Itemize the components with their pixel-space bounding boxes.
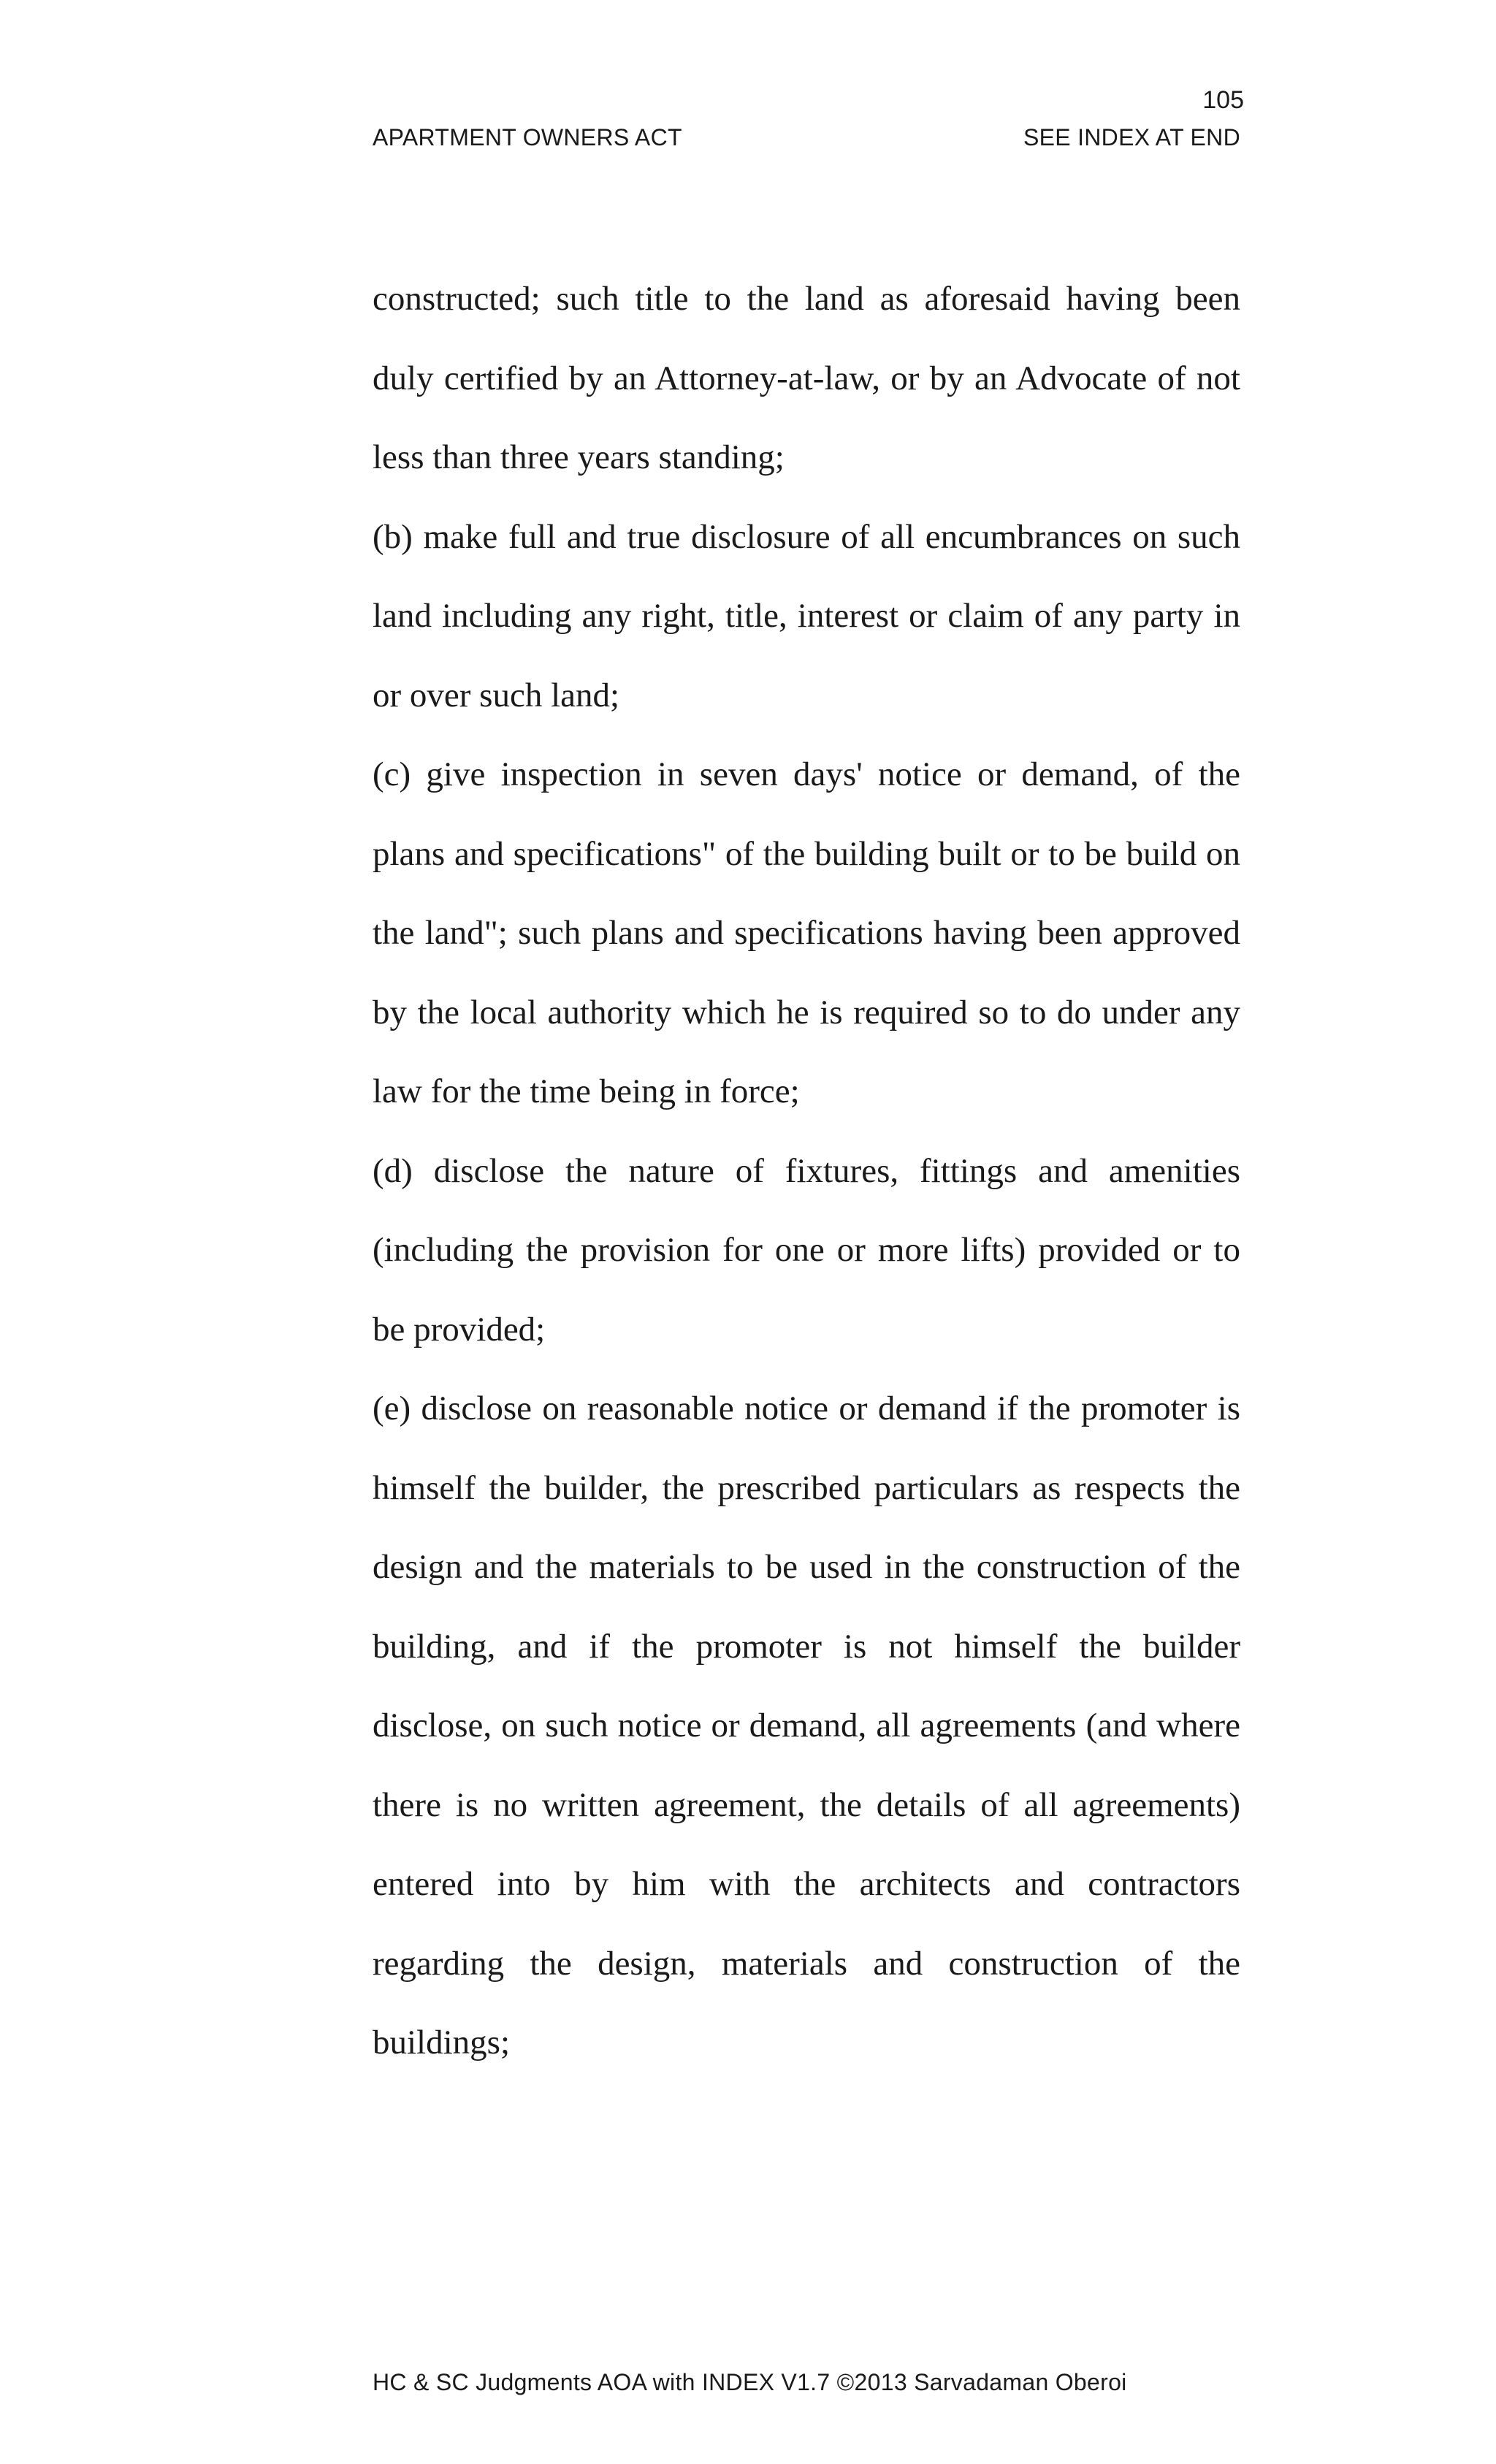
- paragraph-d-fixtures: (d) disclose the nature of fixtures, fittings and amenities (including the provision for one or more lifts) provided or to be provided;: [373, 1151, 1240, 1349]
- paragraph-c-inspection: (c) give inspection in seven days' notice or demand, of the plans and specifications" of the building built or to be build on the land"; such plans and specifications having been approved by the local authority which he is required so to do under any law for the time being in force;: [373, 755, 1240, 1110]
- page-number: 105: [1202, 86, 1244, 114]
- header-right-title: SEE INDEX AT END: [1023, 124, 1240, 150]
- paragraph-b-encumbrances: (b) make full and true disclosure of all encumbrances on such land including any right, title, interest or claim of any party in or over such land;: [373, 517, 1240, 714]
- header-left-title: APARTMENT OWNERS ACT: [373, 124, 682, 150]
- paragraph-title-certification: constructed; such title to the land as aforesaid having been duly certified by an Attorney-at-law, or by an Advocate of not less than three years standing;: [373, 280, 1240, 476]
- paragraph-e-design-materials: (e) disclose on reasonable notice or demand if the promoter is himself the builder, the prescribed particulars as respects the design and the materials to be used in the construction of the building, and if the promoter is not himself the builder disclose, on such notice or demand, all agreements (and where there is no written agreement, the details of all agreements) entered into by him with the architects and contractors regarding the design, materials and construction of the buildings;: [373, 1389, 1240, 2061]
- document-body: [373, 259, 1240, 2083]
- footer-text: HC & SC Judgments AOA with INDEX V1.7 ©2013 Sarvadaman Oberoi: [373, 2369, 1127, 2395]
